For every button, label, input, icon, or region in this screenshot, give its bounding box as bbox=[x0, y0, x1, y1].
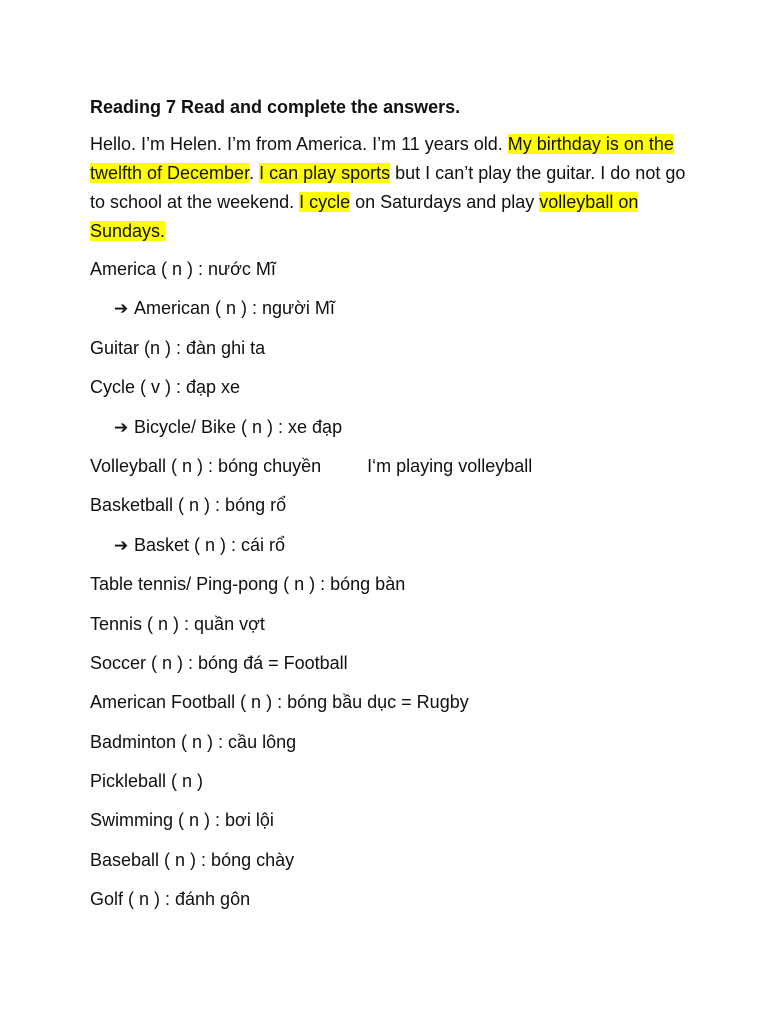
passage-text: . bbox=[249, 163, 260, 183]
vocab-text: Basket ( n ) : cái rổ bbox=[134, 534, 286, 555]
vocab-text: Tennis ( n ) : quần vợt bbox=[90, 613, 265, 634]
document-title: Reading 7 Read and complete the answers. bbox=[90, 97, 461, 117]
highlighted-text: My birthday is on the twelfth of December bbox=[90, 134, 674, 183]
vocab-text: Golf ( n ) : đánh gôn bbox=[90, 889, 251, 910]
vocab-item bbox=[90, 532, 690, 571]
vocab-item bbox=[90, 611, 690, 650]
document-page bbox=[90, 94, 690, 926]
vocab-item bbox=[90, 571, 690, 610]
vocab-item bbox=[90, 256, 690, 295]
vocab-item bbox=[90, 295, 690, 334]
vocab-text: Guitar (n ) : đàn ghi ta bbox=[90, 337, 266, 358]
vocab-item bbox=[90, 768, 690, 807]
vocab-text: Bicycle/ Bike ( n ) : xe đạp bbox=[134, 416, 343, 437]
passage-text: on Saturdays and play bbox=[350, 192, 540, 212]
vocab-text: Table tennis/ Ping-pong ( n ) : bóng bàn bbox=[90, 574, 406, 595]
vocab-item bbox=[90, 729, 690, 768]
reading-passage bbox=[90, 130, 690, 246]
passage-text: but I can’t play the guitar. I do not go to school at the weekend. bbox=[90, 163, 686, 212]
vocab-text: Soccer ( n ) : bóng đá = Football bbox=[90, 652, 348, 673]
vocab-item bbox=[90, 335, 690, 374]
vocab-text: Badminton ( n ) : cầu lông bbox=[90, 731, 297, 752]
vocab-item bbox=[90, 886, 690, 925]
vocab-text: Basketball ( n ) : bóng rổ bbox=[90, 495, 287, 516]
arrow-icon: ➔ bbox=[114, 417, 129, 438]
vocab-item bbox=[90, 492, 690, 531]
vocab-text: Pickleball ( n ) bbox=[90, 771, 204, 792]
vocab-text: Baseball ( n ) : bóng chày bbox=[90, 849, 295, 870]
vocab-item bbox=[90, 414, 690, 453]
arrow-icon: ➔ bbox=[114, 535, 129, 556]
highlighted-text: volleyball on Sundays. bbox=[90, 192, 639, 241]
vocab-item bbox=[90, 453, 690, 492]
vocab-text: Cycle ( v ) : đạp xe bbox=[90, 377, 241, 398]
vocab-text: America ( n ) : nước Mĩ bbox=[90, 259, 276, 279]
arrow-icon: ➔ bbox=[114, 299, 129, 320]
vocab-item bbox=[90, 807, 690, 846]
vocabulary-list bbox=[90, 256, 690, 926]
vocab-item bbox=[90, 374, 690, 413]
vocab-text: American ( n ) : người Mĩ bbox=[134, 298, 335, 319]
vocab-item bbox=[90, 847, 690, 886]
vocab-item bbox=[90, 689, 690, 728]
vocab-item bbox=[90, 650, 690, 689]
example-sentence: I‘m playing volleyball bbox=[367, 455, 533, 476]
passage-text: Hello. I’m Helen. I’m from America. I’m 11 years old. bbox=[90, 134, 508, 154]
vocab-text: Volleyball ( n ) : bóng chuyền bbox=[90, 455, 322, 476]
highlighted-text: I can play sports bbox=[259, 163, 391, 183]
vocab-text: American Football ( n ) : bóng bầu dục = Rugby bbox=[90, 692, 469, 713]
vocab-text: Swimming ( n ) : bơi lội bbox=[90, 810, 274, 831]
highlighted-text: I cycle bbox=[299, 192, 351, 212]
